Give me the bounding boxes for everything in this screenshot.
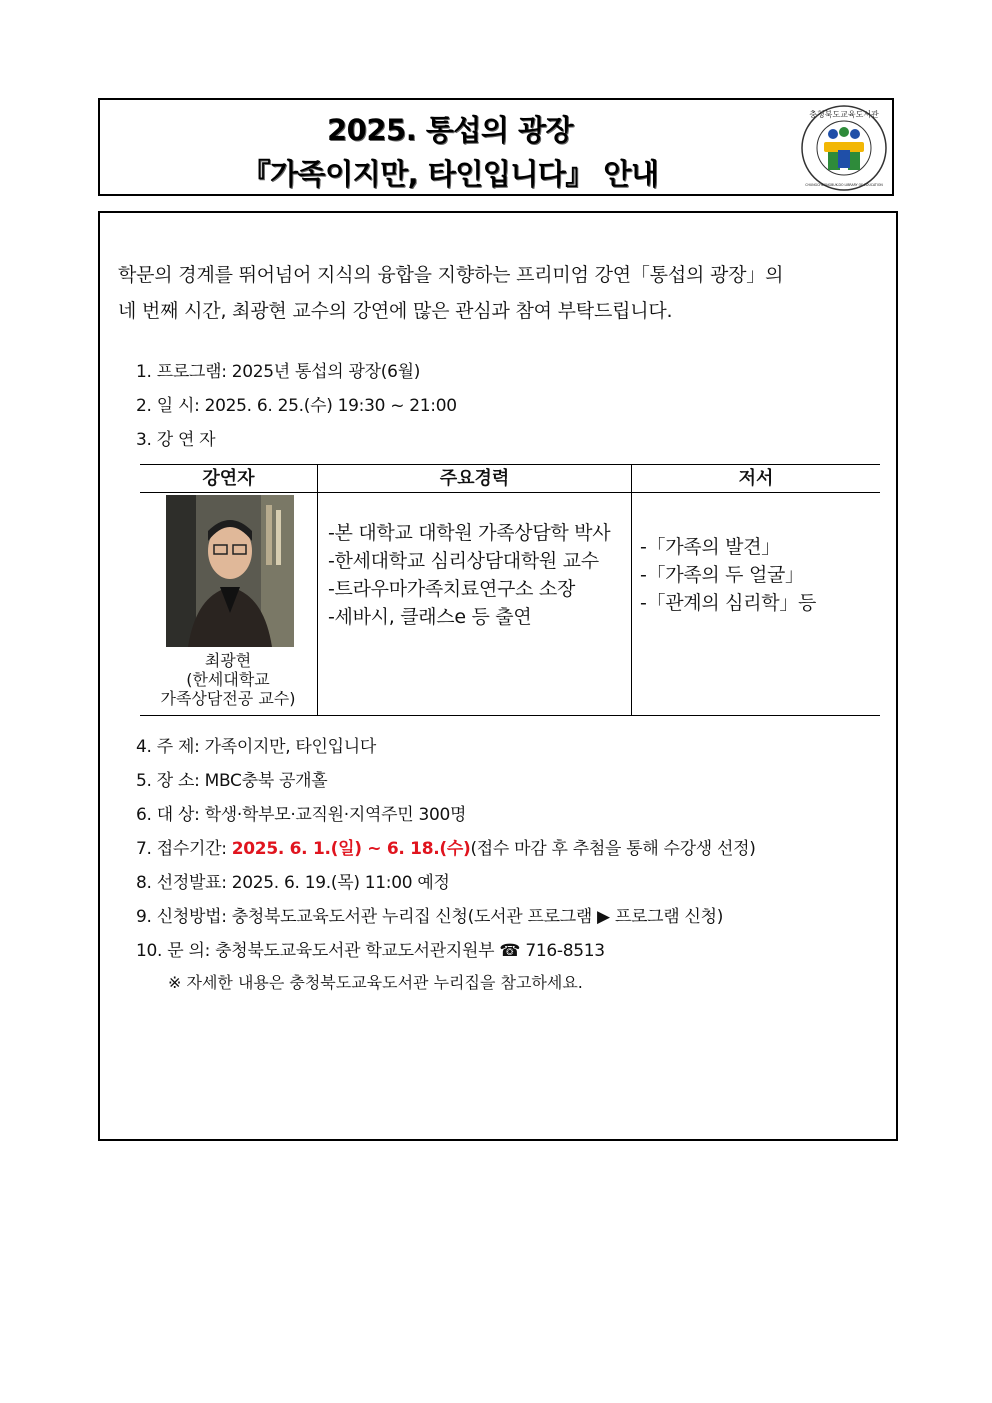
main-content-box (98, 211, 898, 1141)
career-list (328, 519, 610, 631)
item-venue: 5. 장 소: MBC충북 공개홀 (136, 771, 328, 791)
career-item: -한세대학교 심리상담대학원 교수 (328, 550, 599, 572)
career-item: -세바시, 클래스e 등 출연 (328, 606, 532, 628)
page-title-line1: 2025. 통섭의 광장 (327, 113, 573, 147)
item-audience: 6. 대 상: 학생·학부모·교직원·지역주민 300명 (136, 805, 467, 825)
table-divider (631, 465, 632, 715)
speaker-name: 최광현 (204, 651, 252, 670)
footnote: ※ 자세한 내용은 충청북도교육도서관 누리집을 참고하세요. (168, 973, 583, 992)
table-header-career: 주요경력 (318, 465, 631, 493)
registration-note: (접수 마감 후 추첨을 통해 수강생 선정) (470, 839, 756, 859)
intro-paragraph (118, 257, 888, 329)
book-item: -「관계의 심리학」등 (640, 592, 817, 614)
item-apply-method: 9. 신청방법: 충청북도교육도서관 누리집 신청(도서관 프로그램 ▶ 프로그램 신청) (136, 907, 724, 927)
item-speaker-heading: 3. 강 연 자 (136, 430, 216, 450)
speaker-affiliation-2: 가족상담전공 교수) (160, 689, 296, 708)
item-registration (136, 834, 756, 859)
item-announcement: 8. 선정발표: 2025. 6. 19.(목) 11:00 예정 (136, 873, 450, 893)
logo-subtext: CHUNGCHEONGBUK-DO LIBRARY OF EDUCATION (805, 183, 883, 187)
registration-label: 7. 접수기간: (136, 839, 232, 859)
registration-dates: 2025. 6. 1.(일) ~ 6. 18.(수) (231, 839, 471, 859)
career-item: -트라우마가족치료연구소 소장 (328, 578, 575, 600)
title-box (98, 98, 894, 196)
speaker-affiliation-1: (한세대학교 (186, 670, 270, 689)
books-list (640, 533, 816, 617)
item-topic: 4. 주 제: 가족이지만, 타인입니다 (136, 737, 377, 757)
table-header-speaker: 강연자 (140, 465, 317, 493)
item-datetime: 2. 일 시: 2025. 6. 25.(수) 19:30 ~ 21:00 (136, 396, 457, 416)
intro-line-1: 학문의 경계를 뛰어넘어 지식의 융합을 지향하는 프리미엄 강연「통섭의 광장」의 (118, 264, 784, 286)
speaker-table (140, 464, 880, 716)
career-item: -본 대학교 대학원 가족상담학 박사 (328, 522, 611, 544)
logo-text: 충청북도교육도서관 (809, 110, 879, 119)
item-program: 1. 프로그램: 2025년 통섭의 광장(6월) (136, 362, 421, 382)
library-logo (800, 104, 888, 192)
book-item: -「가족의 두 얼굴」 (640, 564, 804, 586)
book-item: -「가족의 발견」 (640, 536, 780, 558)
speaker-photo (166, 495, 294, 647)
table-header-books: 저서 (632, 465, 880, 493)
item-contact: 10. 문 의: 충청북도교육도서관 학교도서관지원부 ☎ 716-8513 (136, 941, 605, 961)
page-title-line2: 『가족이지만, 타인입니다』 안내 (241, 157, 659, 191)
intro-line-2: 네 번째 시간, 최광현 교수의 강연에 많은 관심과 참여 부탁드립니다. (118, 300, 673, 322)
speaker-caption (140, 651, 316, 708)
table-divider (317, 465, 318, 715)
